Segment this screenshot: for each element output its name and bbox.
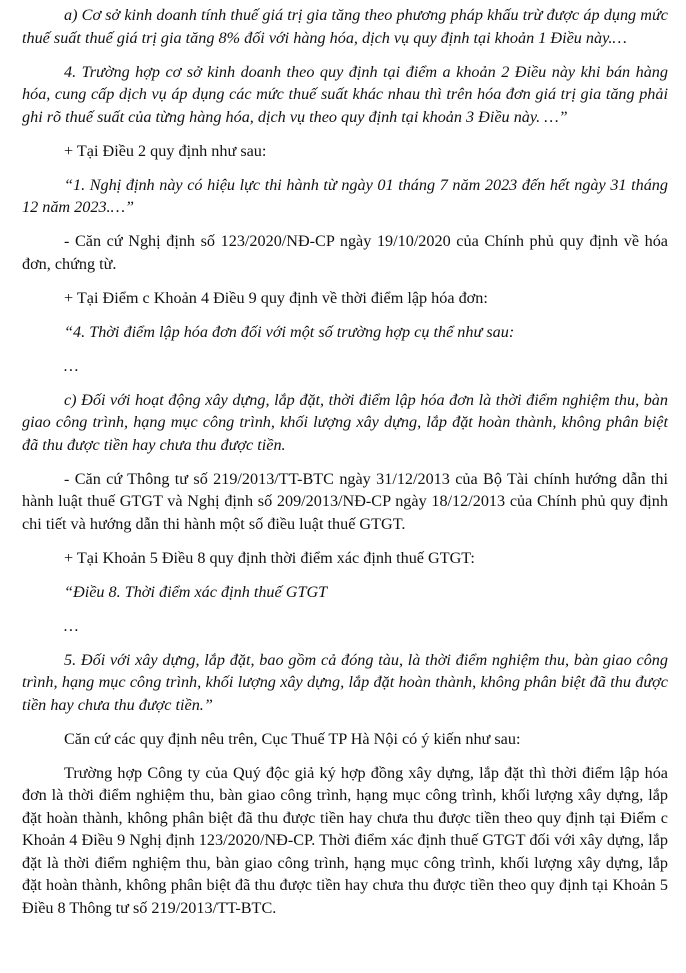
paragraph-clause-4: 4. Trường hợp cơ sở kinh doanh theo quy định tại điểm a khoản 2 Điều này khi bán hàng hóa, cung cấp dịch vụ áp dụng các mức thuế suất khác nhau thì trên hóa đơn giá trị gia tăng phải ghi rõ thuế suất của từng hàng hóa, dịch vụ theo quy định tại khoản 3 Điều này. …”	[22, 62, 668, 126]
paragraph-effective-date: “1. Nghị định này có hiệu lực thi hành từ ngày 01 tháng 7 năm 2023 đến hết ngày 31 tháng 12 năm 2023.…”	[22, 175, 668, 216]
paragraph-conclusion: Trường hợp Công ty của Quý độc giả ký hợp đồng xây dựng, lắp đặt thì thời điểm lập hóa đơn là thời điểm nghiệm thu, bàn giao công trình, hạng mục công trình, khối lượng xây dựng, lắp đặt hoàn thành, không phân biệt đã thu được tiền hay chưa thu được tiền theo quy định tại Điểm c Khoản 4 Điều 9 Nghị định 123/2020/NĐ-CP. Thời điểm xác định thuế GTGT đối với xây dựng, lắp đặt là thời điểm nghiệm thu, bàn giao công trình, hạng mục công trình, khối lượng xây dựng, lắp đặt hoàn thành, không phân biệt đã thu được tiền hay chưa thu được tiền theo quy định tại Khoản 5 Điều 8 Thông tư số 219/2013/TT-BTC.	[22, 763, 668, 917]
document-page	[22, 4, 668, 931]
paragraph-article-2-heading: + Tại Điều 2 quy định như sau:	[64, 141, 267, 160]
paragraph-article-8-title: “Điều 8. Thời điểm xác định thuế GTGT	[64, 582, 328, 601]
paragraph-ellipsis-1: …	[64, 356, 79, 375]
paragraph-ellipsis-2: …	[64, 616, 79, 635]
paragraph-clause-5-construction: 5. Đối với xây dựng, lắp đặt, bao gồm cả đóng tàu, là thời điểm nghiệm thu, bàn giao công trình, hạng mục công trình, khối lượng xây dựng, lắp đặt hoàn thành, không phân biệt đã thu được tiền hay chưa thu được tiền.”	[22, 650, 668, 714]
paragraph-invoice-timing-quote: “4. Thời điểm lập hóa đơn đối với một số trường hợp cụ thể như sau:	[64, 322, 515, 341]
paragraph-construction-invoice: c) Đối với hoạt động xây dựng, lắp đặt, thời điểm lập hóa đơn là thời điểm nghiệm thu, bàn giao công trình, hạng mục công trình, khối lượng xây dựng, lắp đặt hoàn thành, không phân biệt đã thu được tiền hay chưa thu được tiền.	[22, 390, 668, 454]
paragraph-decree-123-basis: - Căn cứ Nghị định số 123/2020/NĐ-CP ngày 19/10/2020 của Chính phủ quy định về hóa đơn, chứng từ.	[22, 232, 668, 273]
paragraph-article-8-heading: + Tại Khoản 5 Điều 8 quy định thời điểm xác định thuế GTGT:	[64, 548, 475, 567]
paragraph-opinion-intro: Căn cứ các quy định nêu trên, Cục Thuế TP Hà Nội có ý kiến như sau:	[64, 729, 521, 748]
paragraph-circular-219-basis: - Căn cứ Thông tư số 219/2013/TT-BTC ngày 31/12/2013 của Bộ Tài chính hướng dẫn thi hành luật thuế GTGT và Nghị định số 209/2013/NĐ-CP ngày 18/12/2013 của Chính phủ quy định chi tiết và hướng dẫn thi hành một số điều luật thuế GTGT.	[22, 469, 668, 533]
paragraph-clause-a: a) Cơ sở kinh doanh tính thuế giá trị gia tăng theo phương pháp khấu trừ được áp dụng mức thuế suất thuế giá trị gia tăng 8% đối với hàng hóa, dịch vụ quy định tại khoản 1 Điều này.…	[22, 6, 668, 47]
paragraph-article-9-heading: + Tại Điểm c Khoản 4 Điều 9 quy định về thời điểm lập hóa đơn:	[64, 288, 488, 307]
